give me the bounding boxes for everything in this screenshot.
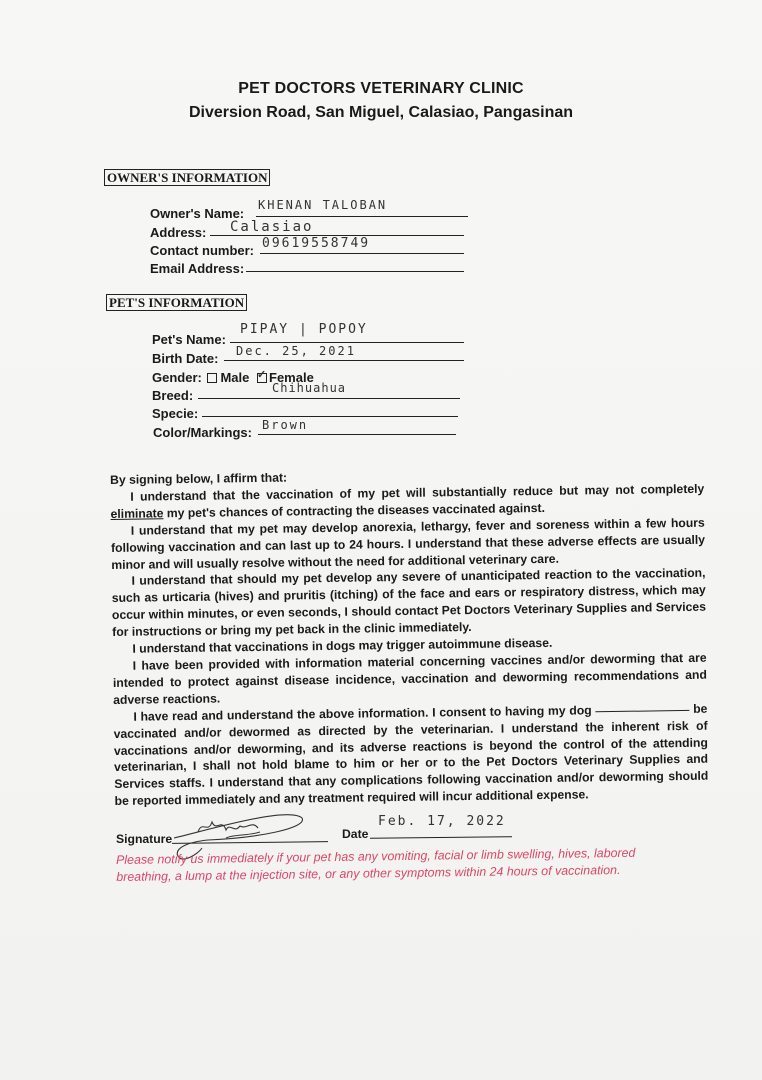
date-value: Feb. 17, 2022 <box>378 814 506 829</box>
male-checkbox[interactable] <box>207 373 217 383</box>
contact-line <box>260 253 464 254</box>
clinic-name: PET DOCTORS VETERINARY CLINIC <box>238 80 524 97</box>
email-line <box>246 271 464 272</box>
female-label: Female <box>269 370 314 385</box>
consent-text <box>110 464 709 810</box>
date-line <box>370 836 512 838</box>
owner-name-label: Owner's Name: <box>150 206 245 221</box>
pet-name-line <box>230 342 464 343</box>
notice-line-2: breathing, a lump at the injection site, or any other symptoms within 24 hours of vaccination. <box>116 862 621 884</box>
specie-line <box>202 416 458 417</box>
notice-text <box>116 844 676 886</box>
owner-name-line <box>256 216 468 217</box>
color-value: Brown <box>262 418 309 432</box>
consent-paragraph-5: I have been provided with information material concerning vaccines and/or deworming that are intended to protect against disease incidence, vaccination and deworming recommendations and adverse reactions. <box>112 650 707 707</box>
birth-date-line <box>224 360 464 361</box>
breed-label: Breed: <box>152 388 194 403</box>
consent-p1-end: my pet's chances of contracting the diseases vaccinated against. <box>163 500 546 521</box>
birth-date-label: Birth Date: <box>152 351 219 366</box>
gender-label: Gender: <box>152 370 202 385</box>
pet-name-value: PIPAY | POPOY <box>240 322 368 337</box>
consent-paragraph-6 <box>113 700 708 810</box>
contact-label: Contact number: <box>150 243 254 258</box>
color-label: Color/Markings: <box>153 425 252 440</box>
specie-label: Specie: <box>152 406 199 421</box>
email-label: Email Address: <box>150 261 245 276</box>
dog-name-blank <box>595 710 689 712</box>
consent-paragraph-2: I understand that my pet may develop anorexia, lethargy, fever and soreness within a few hours following vaccination and can last up to 24 hours. I understand that these adverse effects are usually minor and will usually resolve without the need for additional veterinary care. <box>110 515 706 572</box>
contact-value: 09619558749 <box>262 236 371 251</box>
consent-intro: By signing below, I affirm that: <box>110 470 288 487</box>
notice-line-1: Please notify us immediately if your pet has any vomiting, facial or limb swelling, hives, labored <box>116 845 636 867</box>
birth-date-value: Dec. 25, 2021 <box>236 344 356 358</box>
consent-p6-start: I have read and understand the above information. I consent to having my dog <box>133 702 592 724</box>
breed-line <box>198 398 460 399</box>
consent-paragraph-3: I understand that should my pet develop any severe of unanticipated reaction to the vaccination, such as urticaria (hives) and pruritis (itching) of the face and ears or respiratory distress, which may occur within minutes, or even seconds, I should contact Pet Doctors Veterinary Supplies and Services for instructions or bring my pet back in the clinic immediately. <box>111 566 707 640</box>
address-value: Calasiao <box>230 219 314 235</box>
male-label: Male <box>220 370 250 385</box>
consent-p1-underlined: eliminate <box>110 506 164 521</box>
signature-label: Signature <box>116 832 173 846</box>
consent-paragraph-4: I understand that vaccinations in dogs may trigger autoimmune disease. <box>132 635 553 656</box>
color-line <box>258 434 456 435</box>
clinic-address: Diversion Road, San Miguel, Calasiao, Pangasinan <box>188 104 574 121</box>
address-label: Address: <box>150 225 207 240</box>
date-label: Date <box>342 827 369 841</box>
female-checkbox[interactable] <box>257 373 267 383</box>
consent-p6-end: be vaccinated and/or dewormed as directed by the veterinarian. I understand the inherent risk of vaccinations and/or deworming, and its adverse reactions is beyond the control of the attending veterinarian, I shall not hold blame to him or her or to the Pet Doctors Veterinary Supplies and Services staffs. I understand that any complications following vaccination and/or deworming should be reported immediately and any treatment required will incur additional expense. <box>113 701 709 809</box>
pet-section-title: PET'S INFORMATION <box>106 294 247 311</box>
owner-section-title: OWNER'S INFORMATION <box>104 169 270 186</box>
consent-p1-start: I understand that the vaccination of my pet will substantially reduce but may not completely <box>130 481 705 504</box>
owner-name-value: KHENAN TALOBAN <box>258 198 388 212</box>
pet-name-label: Pet's Name: <box>152 332 226 347</box>
breed-value: Chihuahua <box>272 381 347 395</box>
